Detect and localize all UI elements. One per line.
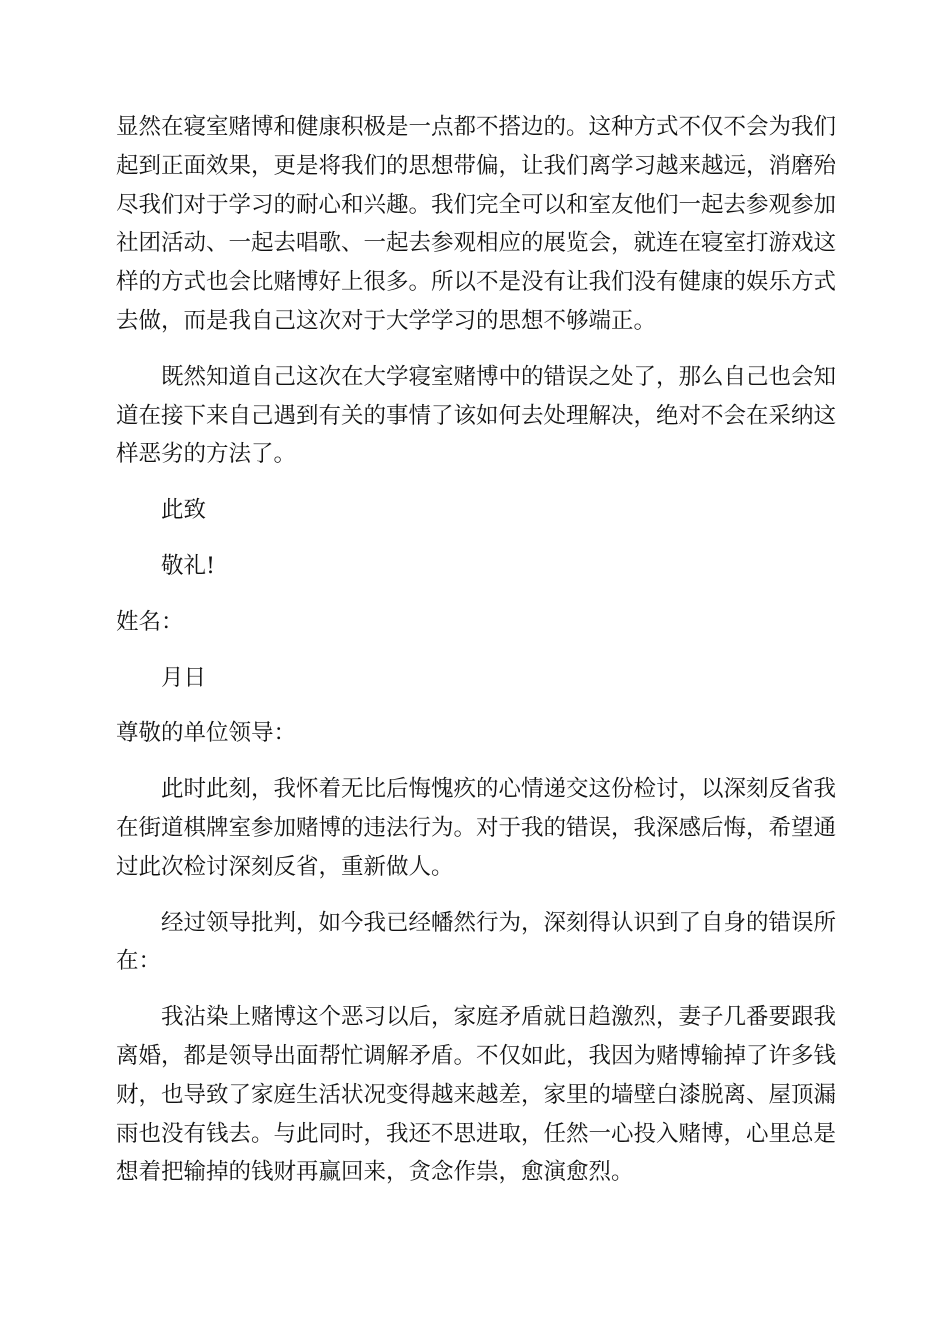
closing-cizhi: 此致: [161, 497, 207, 524]
paragraph-consequences: 我沾染上赌博这个恶习以后，家庭矛盾就日趋激烈，妻子几番要跟我离婚，都是领导出面帮忙调解矛盾。不仅如此，我因为赌博输掉了许多钱财，也导致了家庭生活状况变得越来越差，家里的墙壁白漆脱离、屋顶漏雨也没有钱去。与此同时，我还不思进取，任然一心投入赌博，心里总是想着把输掉的钱财再赢回来，贪念作祟，愈演愈烈。: [116, 1004, 837, 1186]
signature-name: 姓名：: [116, 608, 184, 635]
signature-date: 月日: [161, 664, 207, 691]
document-body: [116, 108, 836, 1209]
paragraph-realization: 经过领导批判，如今我已经幡然行为，深刻得认识到了自身的错误所在：: [116, 909, 837, 975]
closing-jingli: 敬礼!: [161, 552, 216, 579]
paragraph-opening: 此时此刻，我怀着无比后悔愧疚的心情递交这份检讨，以深刻反省我在街道棋牌室参加赌博的违法行为。对于我的错误，我深感后悔，希望通过此次检讨深刻反省，重新做人。: [116, 776, 837, 880]
salutation: 尊敬的单位领导：: [116, 720, 297, 747]
paragraph-gambling-harm: 显然在寝室赌博和健康积极是一点都不搭边的。这种方式不仅不会为我们起到正面效果，更是将我们的思想带偏，让我们离学习越来越远，消磨殆尽我们对于学习的耐心和兴趣。我们完全可以和室友他们一起去参观参加社团活动、一起去唱歌、一起去参观相应的展览会，就连在寝室打游戏这样的方式也会比赌博好上很多。所以不是没有让我们没有健康的娱乐方式去做，而是我自己这次对于大学学习的思想不够端正。: [116, 114, 837, 334]
paragraph-resolution: 既然知道自己这次在大学寝室赌博中的错误之处了，那么自己也会知道在接下来自己遇到有关的事情了该如何去处理解决，绝对不会在采纳这样恶劣的方法了。: [116, 363, 837, 468]
